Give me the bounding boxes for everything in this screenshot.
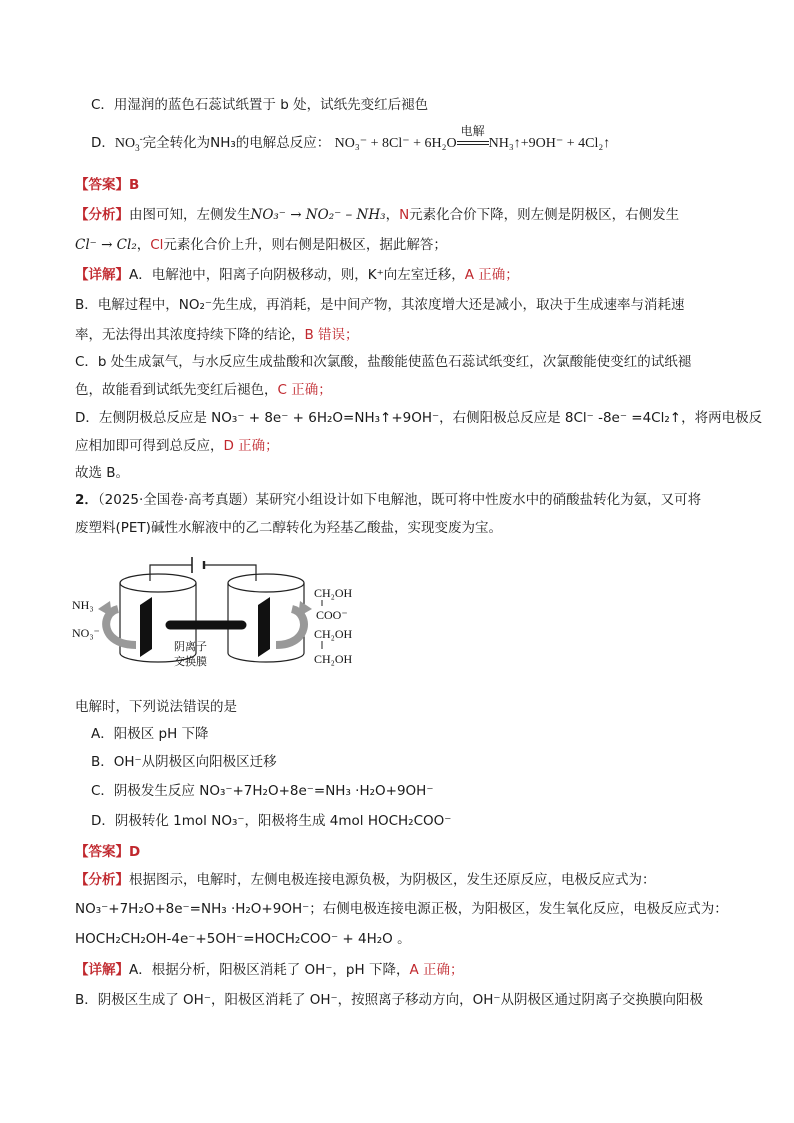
analysis-text: 元素化合价下降，则左侧是阴极区，右侧发生 <box>409 207 680 223</box>
element-n: N <box>399 207 410 223</box>
nitrate-label: NO₃⁻ <box>72 626 100 640</box>
overall-equation-products: NH₃↑+9OH⁻ + 4Cl₂↑ <box>488 136 611 151</box>
product-line-1: CH₂OH <box>314 586 353 600</box>
q2-answer <box>75 842 140 862</box>
electrolysis-condition: 电解 <box>460 124 485 138</box>
q2-stem-line1 <box>75 490 701 510</box>
q1-analysis-line1 <box>75 205 679 225</box>
analysis-text: 根据图示，电解时，左侧电极连接电源负极，为阴极区，发生还原反应，电极反应式为： <box>129 872 656 888</box>
anode-electrode <box>258 597 270 657</box>
option-d-label: D． <box>91 135 115 151</box>
q2-analysis-line2: NO₃⁻+7H₂O+8e⁻=NH₃ ·H₂O+9OH⁻；右侧电极连接电源正极，为阳极区，发生氧化反应，电极反应式为： <box>75 901 728 917</box>
q2-detail-b: B．阴极区生成了 OH⁻，阳极区消耗了 OH⁻，按照离子移动方向，OH⁻从阴极区通过阴离子交换膜向阳极 <box>75 992 704 1008</box>
wire-left <box>150 565 192 581</box>
cathode-electrode <box>140 597 152 657</box>
question-number: 2． <box>75 492 98 508</box>
verdict: A 正确； <box>409 962 464 978</box>
electrolysis-arrow <box>457 124 489 153</box>
membrane-label-1: 阴离子 <box>174 640 207 653</box>
q1-detail-c1: C．b 处生成氯气，与水反应生成盐酸和次氯酸，盐酸能使蓝色石蕊试纸变红，次氯酸能使变红的试纸褪 <box>75 354 692 370</box>
element-cl: Cl <box>150 237 164 253</box>
analysis-tag: 【分析】 <box>75 872 129 888</box>
detail-text: 率，无法得出其浓度持续下降的结论， <box>75 327 305 343</box>
q1-option-d <box>91 124 611 154</box>
detail-tag: 【详解】 <box>75 962 129 978</box>
right-cell-top <box>228 574 304 592</box>
q2-analysis-line3: HOCH₂CH₂OH-4e⁻+5OH⁻=HOCH₂COO⁻ + 4H₂O 。 <box>75 931 411 947</box>
q1-option-c: C．用湿润的蓝色石蕊试纸置于 b 处，试纸先变红后褪色 <box>91 97 429 113</box>
reactant-line-1: CH₂OH <box>314 627 353 641</box>
analysis-comma: ， <box>385 207 400 223</box>
detail-text: A．根据分析，阳极区消耗了 OH⁻，pH 下降， <box>129 962 410 978</box>
verdict: A 正确； <box>464 267 519 283</box>
answer-tag: 【答案】 <box>75 177 129 193</box>
reactant-line-2: CH₂OH <box>314 652 353 666</box>
answer-value: B <box>129 177 140 193</box>
q2-detail-a <box>75 960 463 980</box>
wire-right <box>204 565 256 581</box>
q2-prompt: 电解时，下列说法错误的是 <box>75 699 237 715</box>
q1-detail-a <box>75 265 519 285</box>
answer-value: D <box>129 844 141 860</box>
verdict: C 正确； <box>277 382 332 398</box>
q1-answer <box>75 175 139 195</box>
q2-option-c: C．阴极发生反应 NO₃⁻+7H₂O+8e⁻=NH₃ ·H₂O+9OH⁻ <box>91 783 434 799</box>
product-line-2: COO⁻ <box>316 608 348 622</box>
q2-stem-line2: 废塑料(PET)碱性水解液中的乙二醇转化为羟基乙酸盐，实现变废为宝。 <box>75 520 502 536</box>
q2-option-b: B．OH⁻从阴极区向阳极区迁移 <box>91 754 277 770</box>
stem-text: 某研究小组设计如下电解池，既可将中性废水中的硝酸盐转化为氨，又可将 <box>255 492 702 508</box>
q2-option-a: A．阳极区 pH 下降 <box>91 726 209 742</box>
nitrate-formula: $NO_3^-$ <box>114 133 143 153</box>
option-d-text: 完全转化为NH₃的电解总反应： <box>142 135 331 151</box>
analysis-comma: ， <box>136 237 151 253</box>
verdict: B 错误； <box>304 327 359 343</box>
electrolysis-cell-diagram <box>70 553 360 688</box>
detail-text: 应相加即可得到总反应， <box>75 438 224 454</box>
q1-detail-c2 <box>75 380 332 400</box>
q1-conclusion: 故选 B。 <box>75 465 130 481</box>
analysis-tag: 【分析】 <box>75 207 129 223</box>
q2-option-d: D．阴极转化 1mol NO₃⁻，阳极将生成 4mol HOCH₂COO⁻ <box>91 813 452 829</box>
q1-detail-d2 <box>75 436 279 456</box>
q1-analysis-line2 <box>75 235 447 255</box>
answer-tag: 【答案】 <box>75 844 129 860</box>
verdict: D 正确； <box>223 438 279 454</box>
membrane-label-2: 交换膜 <box>174 655 207 668</box>
detail-text: 色，故能看到试纸先变红后褪色， <box>75 382 278 398</box>
left-cell-top <box>120 574 196 592</box>
detail-tag: 【详解】 <box>75 267 129 283</box>
nh3-label: NH₃ <box>72 598 94 612</box>
q2-analysis-line1 <box>75 870 656 890</box>
q1-detail-d1: D．左侧阴极总反应是 NO₃⁻ + 8e⁻ + 6H₂O=NH₃↑+9OH⁻，右侧阳极总反应是 8Cl⁻ -8e⁻ =4Cl₂↑，将两电极反 <box>75 410 763 426</box>
q1-detail-b1: B．电解过程中，NO₂⁻先生成，再消耗，是中间产物，其浓度增大还是减小，取决于生成速率与消耗速 <box>75 297 685 313</box>
detail-text: A．电解池中，阳离子向阴极移动，则，K⁺向左室迁移， <box>129 267 465 283</box>
question-source: （2025·全国卷·高考真题） <box>97 492 256 508</box>
q1-detail-b2 <box>75 325 359 345</box>
analysis-text: 由图可知，左侧发生 <box>129 207 251 223</box>
analysis-text: 元素化合价上升，则右侧是阳极区，据此解答； <box>163 237 447 253</box>
oxidation-path: Cl⁻ → Cl₂ <box>75 237 137 253</box>
overall-equation-reactants: NO₃⁻ + 8Cl⁻ + 6H₂O <box>334 136 457 151</box>
reduction-path: NO₃⁻ → NO₂⁻ – NH₃ <box>250 207 386 223</box>
